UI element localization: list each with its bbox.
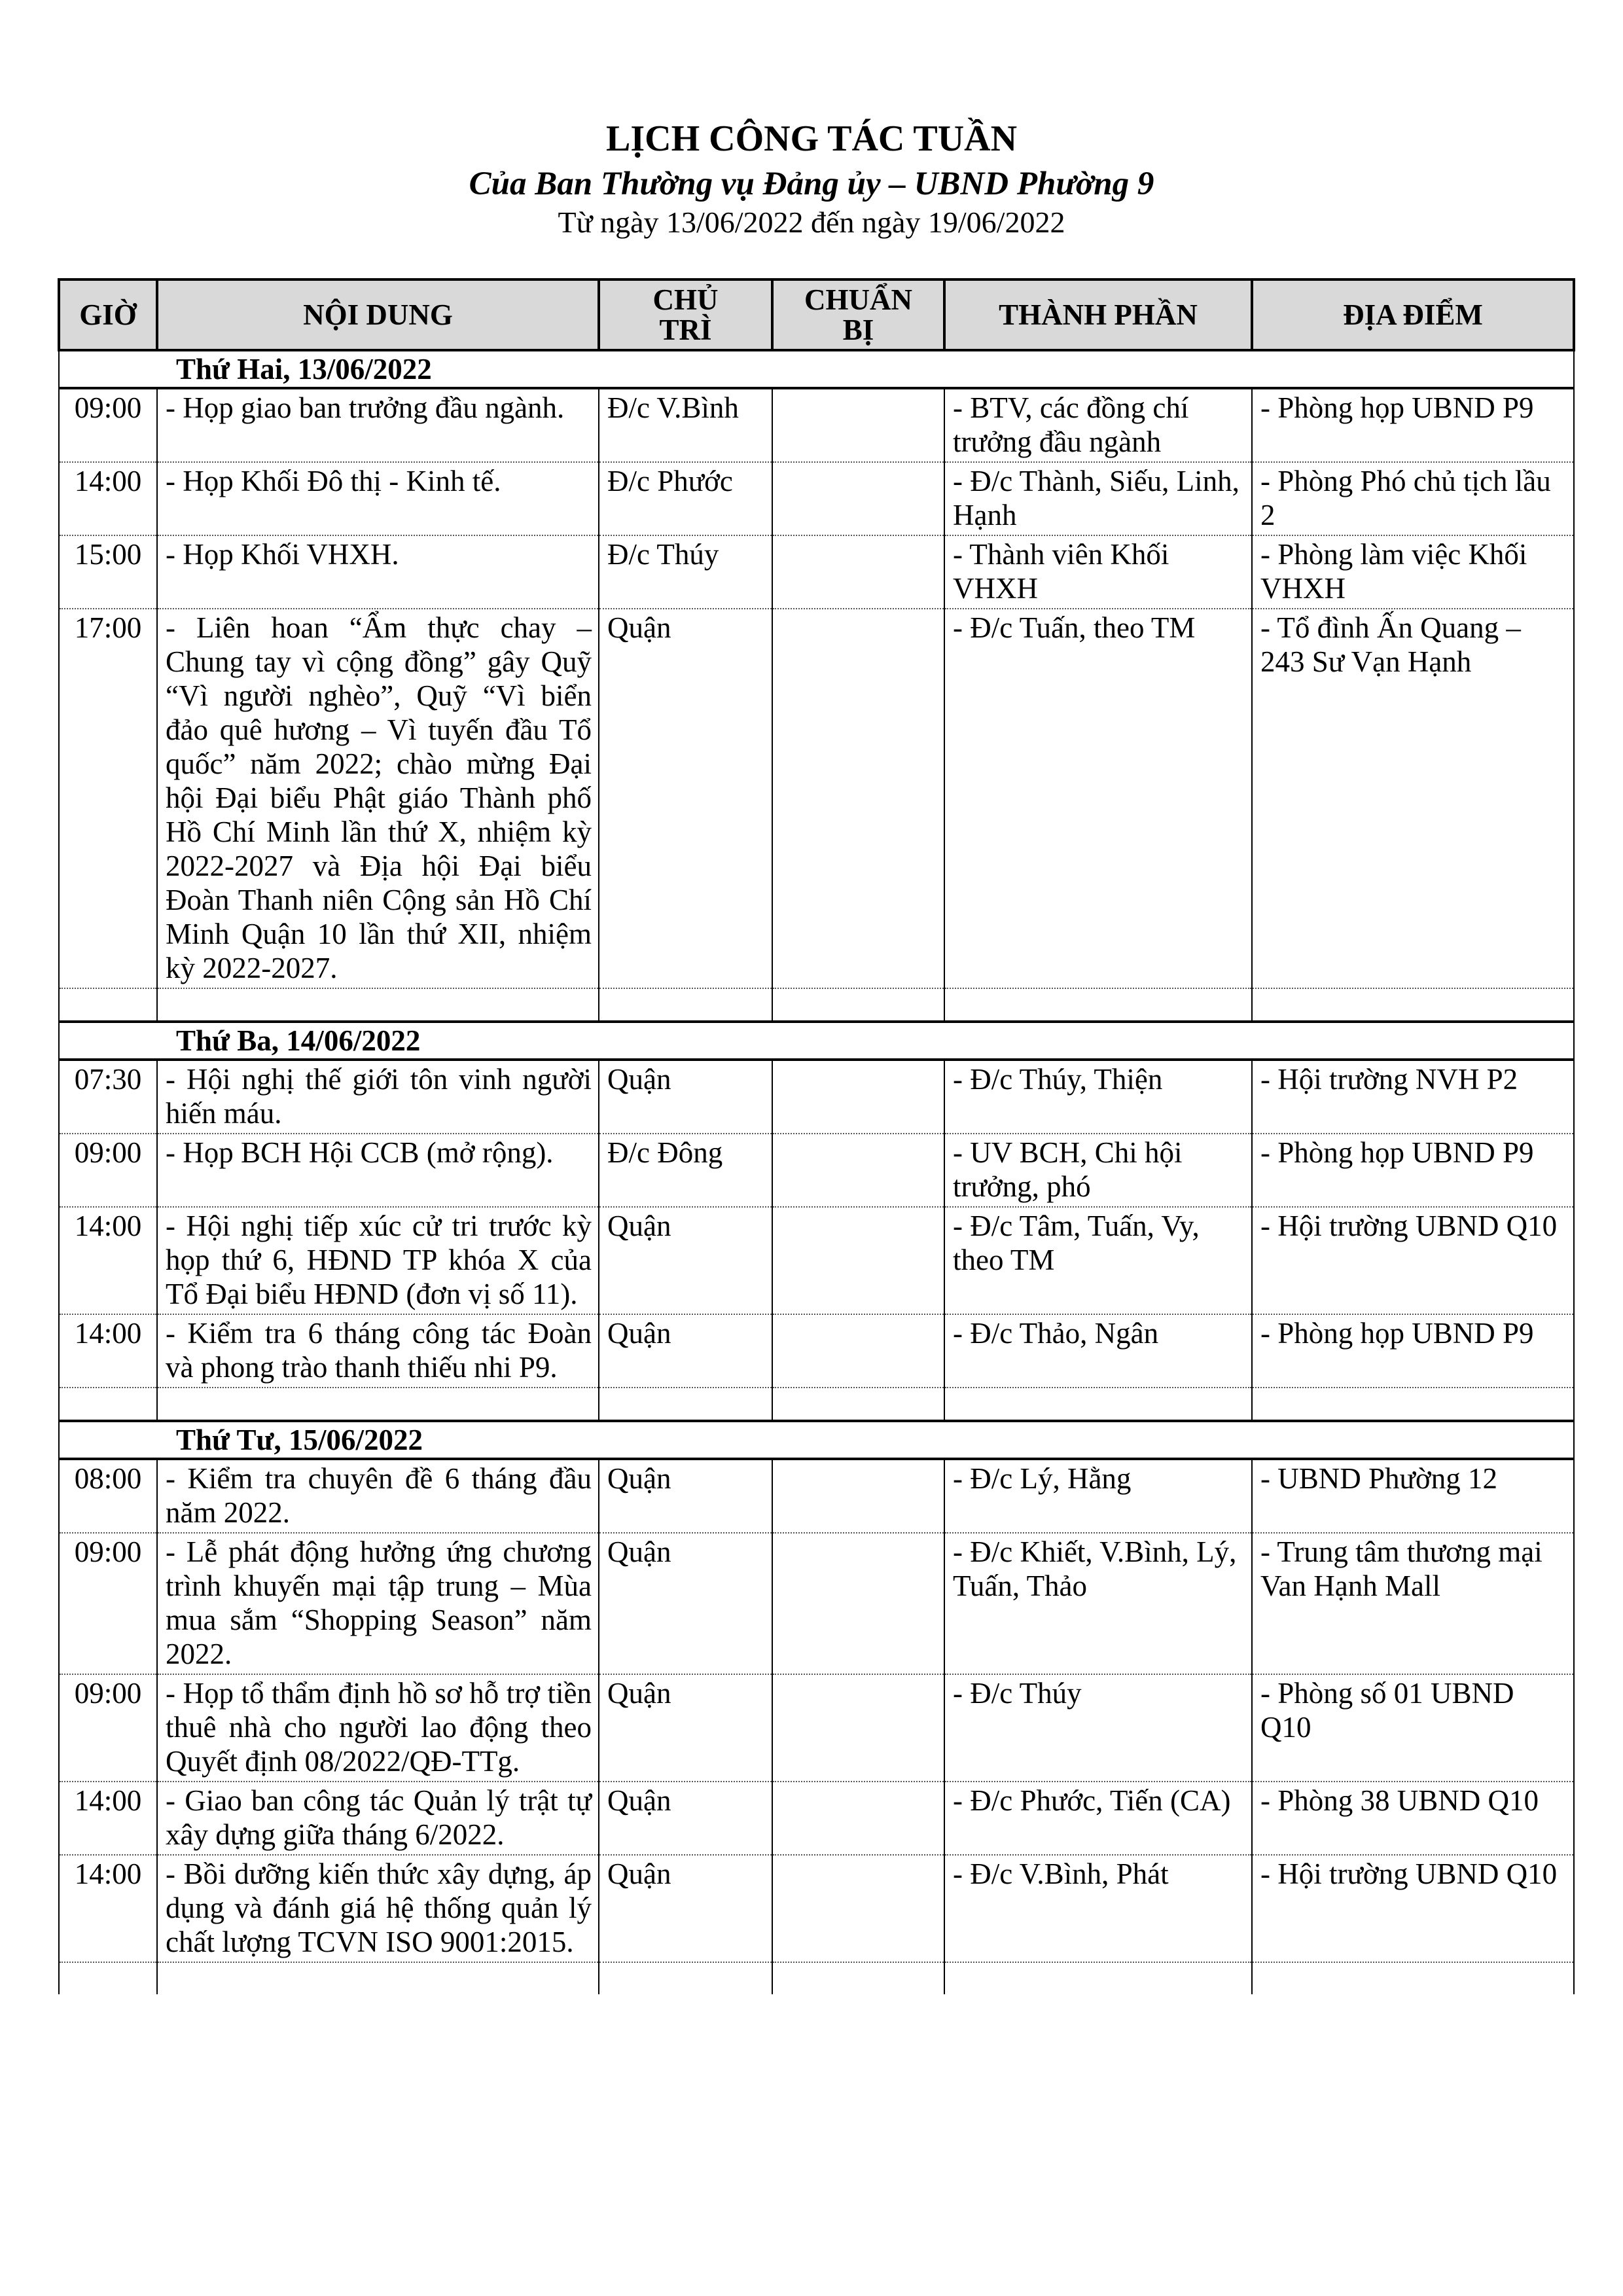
empty-cell [59, 988, 157, 1022]
event-location: - UBND Phường 12 [1252, 1459, 1574, 1533]
event-content: - Kiểm tra chuyên đề 6 tháng đầu năm 2022. [157, 1459, 599, 1533]
event-prepare [772, 1459, 944, 1533]
day-row [59, 1022, 1574, 1060]
event-participants: - Đ/c Phước, Tiến (CA) [944, 1782, 1252, 1855]
event-location: - Phòng họp UBND P9 [1252, 1314, 1574, 1388]
event-chair: Quận [599, 1314, 772, 1388]
empty-cell [59, 1388, 157, 1421]
event-time: 09:00 [59, 1674, 157, 1782]
event-participants: - Đ/c Thúy [944, 1674, 1252, 1782]
event-participants: - Đ/c Lý, Hằng [944, 1459, 1252, 1533]
empty-cell [59, 1962, 157, 1994]
empty-cell [944, 1962, 1252, 1994]
event-row [59, 1314, 1574, 1388]
empty-cell [772, 988, 944, 1022]
empty-cell [599, 1388, 772, 1421]
event-content: - Hội nghị thế giới tôn vinh người hiến máu. [157, 1060, 599, 1134]
empty-cell [157, 988, 599, 1022]
event-row [59, 388, 1574, 462]
event-prepare [772, 1060, 944, 1134]
column-header-content: NỘI DUNG [157, 279, 599, 350]
empty-cell [1252, 1962, 1574, 1994]
day-label: Thứ Ba, 14/06/2022 [59, 1022, 1574, 1060]
event-content: - Liên hoan “Ẩm thực chay – Chung tay vì cộng đồng” gây Quỹ “Vì người nghèo”, Quỹ “Vì biển đảo quê hương – Vì tuyến đầu Tổ quốc” năm 2022; chào mừng Đại hội Đại biểu Phật giáo Thành phố Hồ Chí Minh lần thứ X, nhiệm kỳ 2022-2027 và Địa hội Đại biểu Đoàn Thanh niên Cộng sản Hồ Chí Minh Quận 10 lần thứ XII, nhiệm kỳ 2022-2027. [157, 609, 599, 988]
day-label: Thứ Hai, 13/06/2022 [59, 350, 1574, 388]
event-row [59, 1134, 1574, 1207]
event-time: 17:00 [59, 609, 157, 988]
event-row [59, 462, 1574, 535]
event-location: - Tổ đình Ấn Quang – 243 Sư Vạn Hạnh [1252, 609, 1574, 988]
event-location: - Hội trường NVH P2 [1252, 1060, 1574, 1134]
event-content: - Họp tổ thẩm định hồ sơ hỗ trợ tiền thuê nhà cho người lao động theo Quyết định 08/2022/QĐ-TTg. [157, 1674, 599, 1782]
event-row [59, 609, 1574, 988]
event-participants: - Đ/c V.Bình, Phát [944, 1855, 1252, 1962]
event-row [59, 1459, 1574, 1533]
page-subtitle: Của Ban Thường vụ Đảng ủy – UBND Phường 9 [469, 166, 1154, 202]
event-content: - Họp giao ban trưởng đầu ngành. [157, 388, 599, 462]
event-prepare [772, 1855, 944, 1962]
event-time: 09:00 [59, 1134, 157, 1207]
event-content: - Giao ban công tác Quản lý trật tự xây dựng giữa tháng 6/2022. [157, 1782, 599, 1855]
event-location: - Phòng số 01 UBND Q10 [1252, 1674, 1574, 1782]
event-row [59, 1060, 1574, 1134]
event-prepare [772, 1314, 944, 1388]
event-location: - Trung tâm thương mại Van Hạnh Mall [1252, 1533, 1574, 1674]
event-row [59, 1533, 1574, 1674]
event-prepare [772, 1674, 944, 1782]
event-chair: Quận [599, 1855, 772, 1962]
empty-cell [599, 1962, 772, 1994]
empty-cell [944, 988, 1252, 1022]
event-chair: Quận [599, 1060, 772, 1134]
empty-cell [772, 1388, 944, 1421]
day-label: Thứ Tư, 15/06/2022 [59, 1421, 1574, 1459]
event-row [59, 1207, 1574, 1314]
event-time: 07:30 [59, 1060, 157, 1134]
column-header-chair: CHỦ TRÌ [599, 279, 772, 350]
event-participants: - Đ/c Khiết, V.Bình, Lý, Tuấn, Thảo [944, 1533, 1252, 1674]
event-participants: - UV BCH, Chi hội trưởng, phó [944, 1134, 1252, 1207]
event-row [59, 1855, 1574, 1962]
event-chair: Quận [599, 1207, 772, 1314]
event-content: - Bồi dưỡng kiến thức xây dựng, áp dụng và đánh giá hệ thống quản lý chất lượng TCVN ISO 9001:2015. [157, 1855, 599, 1962]
event-participants: - BTV, các đồng chí trưởng đầu ngành [944, 388, 1252, 462]
event-prepare [772, 535, 944, 609]
event-location: - Phòng Phó chủ tịch lầu 2 [1252, 462, 1574, 535]
event-time: 14:00 [59, 462, 157, 535]
event-participants: - Đ/c Thảo, Ngân [944, 1314, 1252, 1388]
event-prepare [772, 1782, 944, 1855]
empty-cell [1252, 1388, 1574, 1421]
empty-cell [599, 988, 772, 1022]
table-header-row [59, 279, 1574, 350]
event-prepare [772, 388, 944, 462]
event-time: 14:00 [59, 1855, 157, 1962]
event-prepare [772, 1207, 944, 1314]
event-time: 14:00 [59, 1207, 157, 1314]
column-header-prepare: CHUẨN BỊ [772, 279, 944, 350]
empty-cell [157, 1388, 599, 1421]
column-header-location: ĐỊA ĐIỂM [1252, 279, 1574, 350]
empty-cell [944, 1388, 1252, 1421]
event-chair: Quận [599, 1533, 772, 1674]
event-location: - Hội trường UBND Q10 [1252, 1855, 1574, 1962]
event-prepare [772, 609, 944, 988]
event-row [59, 1674, 1574, 1782]
event-chair: Quận [599, 609, 772, 988]
schedule-table [58, 278, 1575, 1994]
event-participants: - Đ/c Thành, Siếu, Linh, Hạnh [944, 462, 1252, 535]
event-chair: Quận [599, 1782, 772, 1855]
event-chair: Đ/c Đông [599, 1134, 772, 1207]
column-header-time: GIỜ [59, 279, 157, 350]
event-participants: - Đ/c Thúy, Thiện [944, 1060, 1252, 1134]
event-chair: Quận [599, 1674, 772, 1782]
event-prepare [772, 1134, 944, 1207]
page-title: LỊCH CÔNG TÁC TUẦN [605, 118, 1018, 159]
event-time: 09:00 [59, 388, 157, 462]
empty-cell [1252, 988, 1574, 1022]
spacer-row [59, 1388, 1574, 1421]
event-row [59, 535, 1574, 609]
event-chair: Đ/c V.Bình [599, 388, 772, 462]
event-content: - Kiểm tra 6 tháng công tác Đoàn và phong trào thanh thiếu nhi P9. [157, 1314, 599, 1388]
event-chair: Quận [599, 1459, 772, 1533]
empty-cell [157, 1962, 599, 1994]
event-time: 09:00 [59, 1533, 157, 1674]
spacer-row [59, 1962, 1574, 1994]
event-content: - Họp BCH Hội CCB (mở rộng). [157, 1134, 599, 1207]
event-participants: - Thành viên Khối VHXH [944, 535, 1252, 609]
event-time: 14:00 [59, 1782, 157, 1855]
event-participants: - Đ/c Tâm, Tuấn, Vy, theo TM [944, 1207, 1252, 1314]
event-content: - Họp Khối VHXH. [157, 535, 599, 609]
event-time: 08:00 [59, 1459, 157, 1533]
column-header-participants: THÀNH PHẦN [944, 279, 1252, 350]
event-prepare [772, 1533, 944, 1674]
event-row [59, 1782, 1574, 1855]
event-chair: Đ/c Phước [599, 462, 772, 535]
event-location: - Phòng họp UBND P9 [1252, 388, 1574, 462]
event-time: 14:00 [59, 1314, 157, 1388]
spacer-row [59, 988, 1574, 1022]
date-range: Từ ngày 13/06/2022 đến ngày 19/06/2022 [558, 206, 1065, 239]
event-time: 15:00 [59, 535, 157, 609]
day-row [59, 1421, 1574, 1459]
event-prepare [772, 462, 944, 535]
event-content: - Lễ phát động hưởng ứng chương trình khuyến mại tập trung – Mùa mua sắm “Shopping Season” năm 2022. [157, 1533, 599, 1674]
event-location: - Phòng 38 UBND Q10 [1252, 1782, 1574, 1855]
event-participants: - Đ/c Tuấn, theo TM [944, 609, 1252, 988]
event-content: - Họp Khối Đô thị - Kinh tế. [157, 462, 599, 535]
empty-cell [772, 1962, 944, 1994]
schedule-body [59, 350, 1574, 1994]
event-location: - Hội trường UBND Q10 [1252, 1207, 1574, 1314]
event-location: - Phòng làm việc Khối VHXH [1252, 535, 1574, 609]
event-content: - Hội nghị tiếp xúc cử tri trước kỳ họp thứ 6, HĐND TP khóa X của Tổ Đại biểu HĐND (đơn vị số 11). [157, 1207, 599, 1314]
event-chair: Đ/c Thúy [599, 535, 772, 609]
event-location: - Phòng họp UBND P9 [1252, 1134, 1574, 1207]
day-row [59, 350, 1574, 388]
